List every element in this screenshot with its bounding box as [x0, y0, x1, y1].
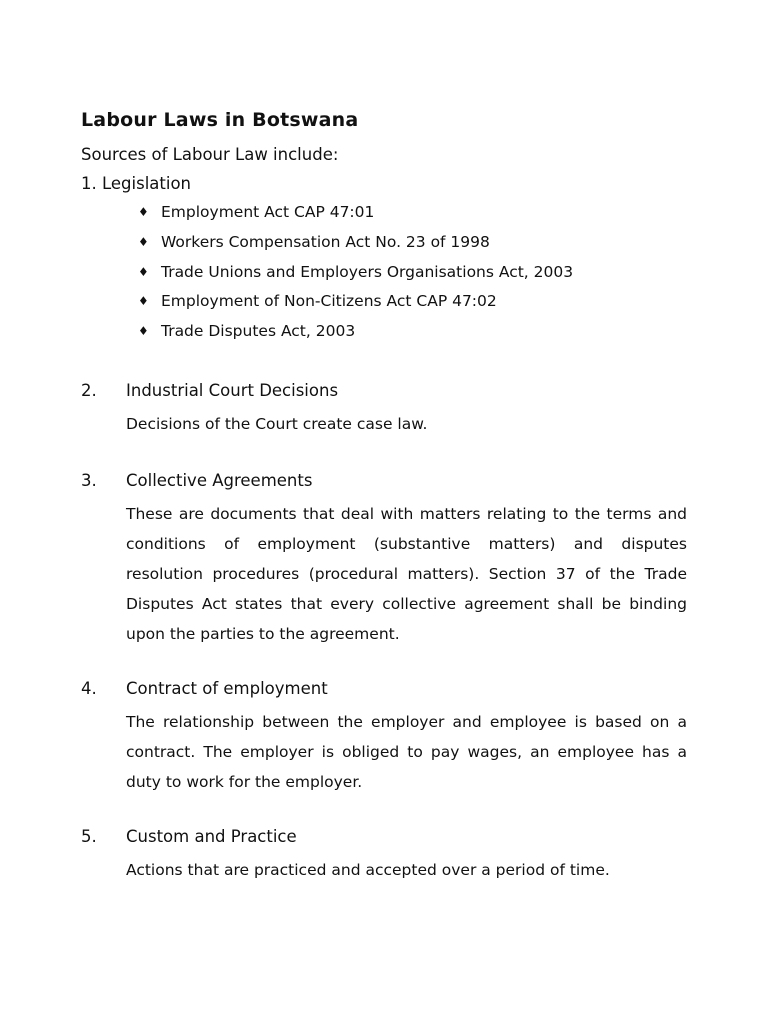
- section-custom-and-practice: [81, 827, 687, 885]
- legislation-list: [138, 203, 573, 352]
- section-heading: [81, 381, 687, 411]
- section-collective-agreements: [81, 471, 687, 649]
- section-heading: [81, 471, 687, 501]
- section-title: Collective Agreements: [126, 471, 313, 490]
- diamond-bullet-icon: ♦: [138, 324, 149, 339]
- list-item: [138, 233, 573, 263]
- section-heading: [81, 827, 687, 857]
- document-title: Labour Laws in Botswana: [81, 109, 359, 131]
- section-number: 3.: [81, 471, 97, 490]
- section-title: Industrial Court Decisions: [126, 381, 339, 400]
- section-title: Contract of employment: [126, 679, 328, 698]
- list-item-text: Trade Disputes Act, 2003: [161, 322, 356, 341]
- list-item-text: Workers Compensation Act No. 23 of 1998: [161, 232, 490, 251]
- list-item: [138, 263, 573, 293]
- list-item: [138, 203, 573, 233]
- section-body: The relationship between the employer and employee is based on a contract. The employer is obliged to pay wages, an employee has a duty to work for the employer.: [126, 713, 687, 791]
- section-heading: [81, 679, 687, 709]
- section-number: 2.: [81, 381, 97, 400]
- list-item-text: Employment of Non-Citizens Act CAP 47:02: [161, 292, 497, 311]
- list-item-text: Trade Unions and Employers Organisations Act, 2003: [161, 262, 574, 281]
- section-body: Decisions of the Court create case law.: [126, 415, 428, 433]
- section-body: Actions that are practiced and accepted over a period of time.: [126, 861, 610, 879]
- diamond-bullet-icon: ♦: [138, 234, 149, 249]
- section-title: Custom and Practice: [126, 827, 297, 846]
- intro-text: Sources of Labour Law include:: [81, 145, 339, 164]
- section-number: 4.: [81, 679, 97, 698]
- section-body: These are documents that deal with matters relating to the terms and conditions of employment (substantive matters) and disputes resolution procedures (procedural matters). Section 37 of the Trade Disputes Act states that every collective agreement shall be binding upon the parties to the agreement.: [126, 505, 687, 643]
- list-item: [138, 322, 573, 352]
- diamond-bullet-icon: ♦: [138, 294, 149, 309]
- list-item-text: Employment Act CAP 47:01: [161, 203, 375, 221]
- section-industrial-court: [81, 381, 687, 439]
- section-number: 5.: [81, 827, 97, 846]
- section-contract-of-employment: [81, 679, 687, 797]
- list-item: [138, 292, 573, 322]
- diamond-bullet-icon: ♦: [138, 205, 149, 219]
- legislation-heading: 1. Legislation: [81, 174, 191, 193]
- diamond-bullet-icon: ♦: [138, 264, 149, 279]
